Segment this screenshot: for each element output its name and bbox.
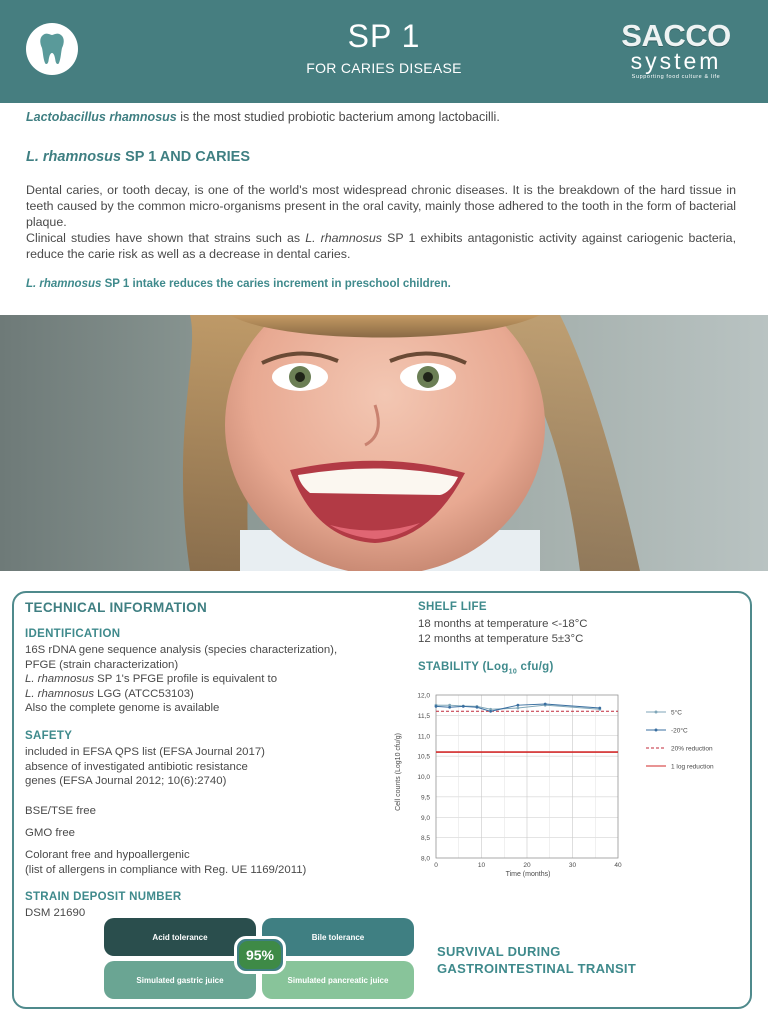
chart-y-tick-label: 11,0 <box>417 733 430 741</box>
logo-wordmark-bottom: system <box>630 48 722 74</box>
shelf-life-heading: SHELF LIFE <box>418 601 487 613</box>
paragraph-caries: Dental caries, or tooth decay, is one of the world's most widespread chronic diseases. It is the breakdown of the hard tissue in teeth caused by the common micro-organisms present in the oral cavity, mainly those adhered to the tooth in the form of bacterial plaque. <box>26 183 736 229</box>
chart-x-tick-label: 20 <box>523 862 531 869</box>
identification-line: PFGE (strain characterization) <box>25 658 179 671</box>
photo-illustration <box>0 315 768 571</box>
chart-y-tick-label: 9,5 <box>420 794 430 802</box>
chart-legend-label: -20°C <box>671 727 688 735</box>
shelf-life-line: 18 months at temperature <-18°C <box>418 618 588 630</box>
highlight-species: L. rhamnosus <box>26 278 102 290</box>
colorant-text <box>25 848 306 877</box>
chart-data-point <box>476 706 479 709</box>
chart-legend <box>646 709 714 771</box>
identification-line <box>25 672 337 687</box>
safety-line: genes (EFSA Journal 2012; 10(6):2740) <box>25 775 227 788</box>
safety-line: absence of investigated antibiotic resistance <box>25 760 248 773</box>
identification-line-rest: SP 1's PFGE profile is equivalent to <box>94 673 278 686</box>
intro-species: Lactobacillus rhamnosus <box>26 110 177 124</box>
chart-y-tick-label: 10,0 <box>417 774 430 781</box>
acid-tolerance-box: Acid tolerance <box>104 918 256 956</box>
identification-line <box>25 687 337 702</box>
clinical-text-pre: Clinical studies have shown that strains such as <box>26 231 306 245</box>
intro-text: is the most studied probiotic bacterium among lactobacilli. <box>176 110 500 124</box>
chart-x-tick-label: 30 <box>568 862 577 869</box>
highlight-statement <box>26 278 451 290</box>
gastric-juice-box: Simulated gastric juice <box>104 961 256 999</box>
stability-heading <box>418 661 554 675</box>
chart-legend-marker <box>655 711 658 714</box>
intro-line <box>26 110 738 124</box>
chart-data-point <box>544 703 547 706</box>
safety-line: included in EFSA QPS list (EFSA Journal 2017) <box>25 746 265 758</box>
chart-data-point <box>598 707 601 710</box>
clinical-species: L. rhamnosus <box>305 231 382 245</box>
chart-ticks <box>417 693 622 870</box>
paragraph-clinical <box>26 230 736 262</box>
survival-heading <box>437 943 657 977</box>
page-header <box>0 0 768 103</box>
colorant-line: (list of allergens in compliance with Reg. UE 1169/2011) <box>25 863 307 876</box>
chart-grid <box>436 695 618 858</box>
stability-heading-sub: 10 <box>508 668 518 676</box>
chart-y-tick-label: 11,5 <box>417 712 430 720</box>
identification-text <box>25 643 337 716</box>
survival-percent: 95% <box>239 941 281 969</box>
safety-heading: SAFETY <box>25 730 73 742</box>
chart-data-point <box>517 704 520 707</box>
identification-line-rest: LGG (ATCC53103) <box>94 687 194 700</box>
strain-deposit-heading: STRAIN DEPOSIT NUMBER <box>25 891 182 903</box>
chart-legend-label: 1 log reduction <box>671 763 714 771</box>
clinical-text-post: SP 1 exhibits antagonistic activity against cariogenic bacteria, reduce the carie risk as well as a decrease in dental caries. <box>26 231 737 261</box>
logo-wordmark-top: SACCO <box>621 18 731 53</box>
highlight-text: SP 1 intake reduces the caries increment in preschool children. <box>101 278 451 290</box>
chart-data-point <box>517 707 520 710</box>
chart-x-axis-label: Time (months) <box>505 871 551 878</box>
child-smiling-photo <box>0 315 768 571</box>
chart-legend-label: 20% reduction <box>671 745 713 753</box>
identification-line: Also the complete genome is available <box>25 702 220 715</box>
section-species: L. rhamnosus <box>26 149 122 165</box>
chart-y-tick-label: 9,0 <box>420 814 430 822</box>
bse-tse-free: BSE/TSE free <box>25 805 96 817</box>
chart-data-point <box>448 706 451 709</box>
shelf-life-text <box>418 617 588 647</box>
logo-tagline: Supporting food culture & life <box>631 74 721 80</box>
identification-heading: IDENTIFICATION <box>25 628 121 640</box>
safety-text <box>25 745 265 789</box>
chart-y-tick-label: 8,0 <box>420 855 430 863</box>
chart-legend-marker <box>655 729 658 732</box>
colorant-line: Colorant free and hypoallergenic <box>25 849 190 861</box>
chart-x-tick-label: 0 <box>434 862 438 869</box>
survival-heading-line: GASTROINTESTINAL TRANSIT <box>437 961 637 976</box>
stability-chart <box>388 684 738 884</box>
chart-data-point <box>435 705 438 708</box>
bile-tolerance-box: Bile tolerance <box>262 918 414 956</box>
gmo-free: GMO free <box>25 827 76 839</box>
identification-species: L. rhamnosus <box>25 673 95 686</box>
chart-y-axis-label: Cell counts (Log10 cfu/g) <box>395 733 402 811</box>
section-heading <box>26 149 250 165</box>
section-title: SP 1 AND CARIES <box>121 149 250 165</box>
chart-data-point <box>462 705 465 708</box>
sacco-logo <box>606 20 746 80</box>
chart-legend-label: 5°C <box>671 709 682 717</box>
stability-heading-post: cfu/g) <box>517 661 554 673</box>
shelf-life-line: 12 months at temperature 5±3°C <box>418 633 584 645</box>
page-subtitle: FOR CARIES DISEASE <box>306 60 462 76</box>
identification-line: 16S rDNA gene sequence analysis (species characterization), <box>25 644 338 656</box>
chart-y-tick-label: 10,5 <box>417 753 430 761</box>
page-title: SP 1 <box>347 18 421 54</box>
chart-y-tick-label: 8,5 <box>420 835 430 843</box>
chart-x-tick-label: 40 <box>614 862 622 869</box>
chart-x-tick-label: 10 <box>477 862 486 869</box>
technical-info-heading: TECHNICAL INFORMATION <box>25 600 208 615</box>
strain-deposit-number: DSM 21690 <box>25 907 86 919</box>
pancreatic-juice-box: Simulated pancreatic juice <box>262 961 414 999</box>
survival-percent-badge <box>234 936 286 974</box>
chart-y-tick-label: 12,0 <box>417 692 430 700</box>
identification-species: L. rhamnosus <box>25 687 95 700</box>
survival-heading-line: SURVIVAL DURING <box>437 944 561 959</box>
chart-data-point <box>489 710 492 713</box>
stability-heading-pre: STABILITY (Log <box>418 661 509 673</box>
